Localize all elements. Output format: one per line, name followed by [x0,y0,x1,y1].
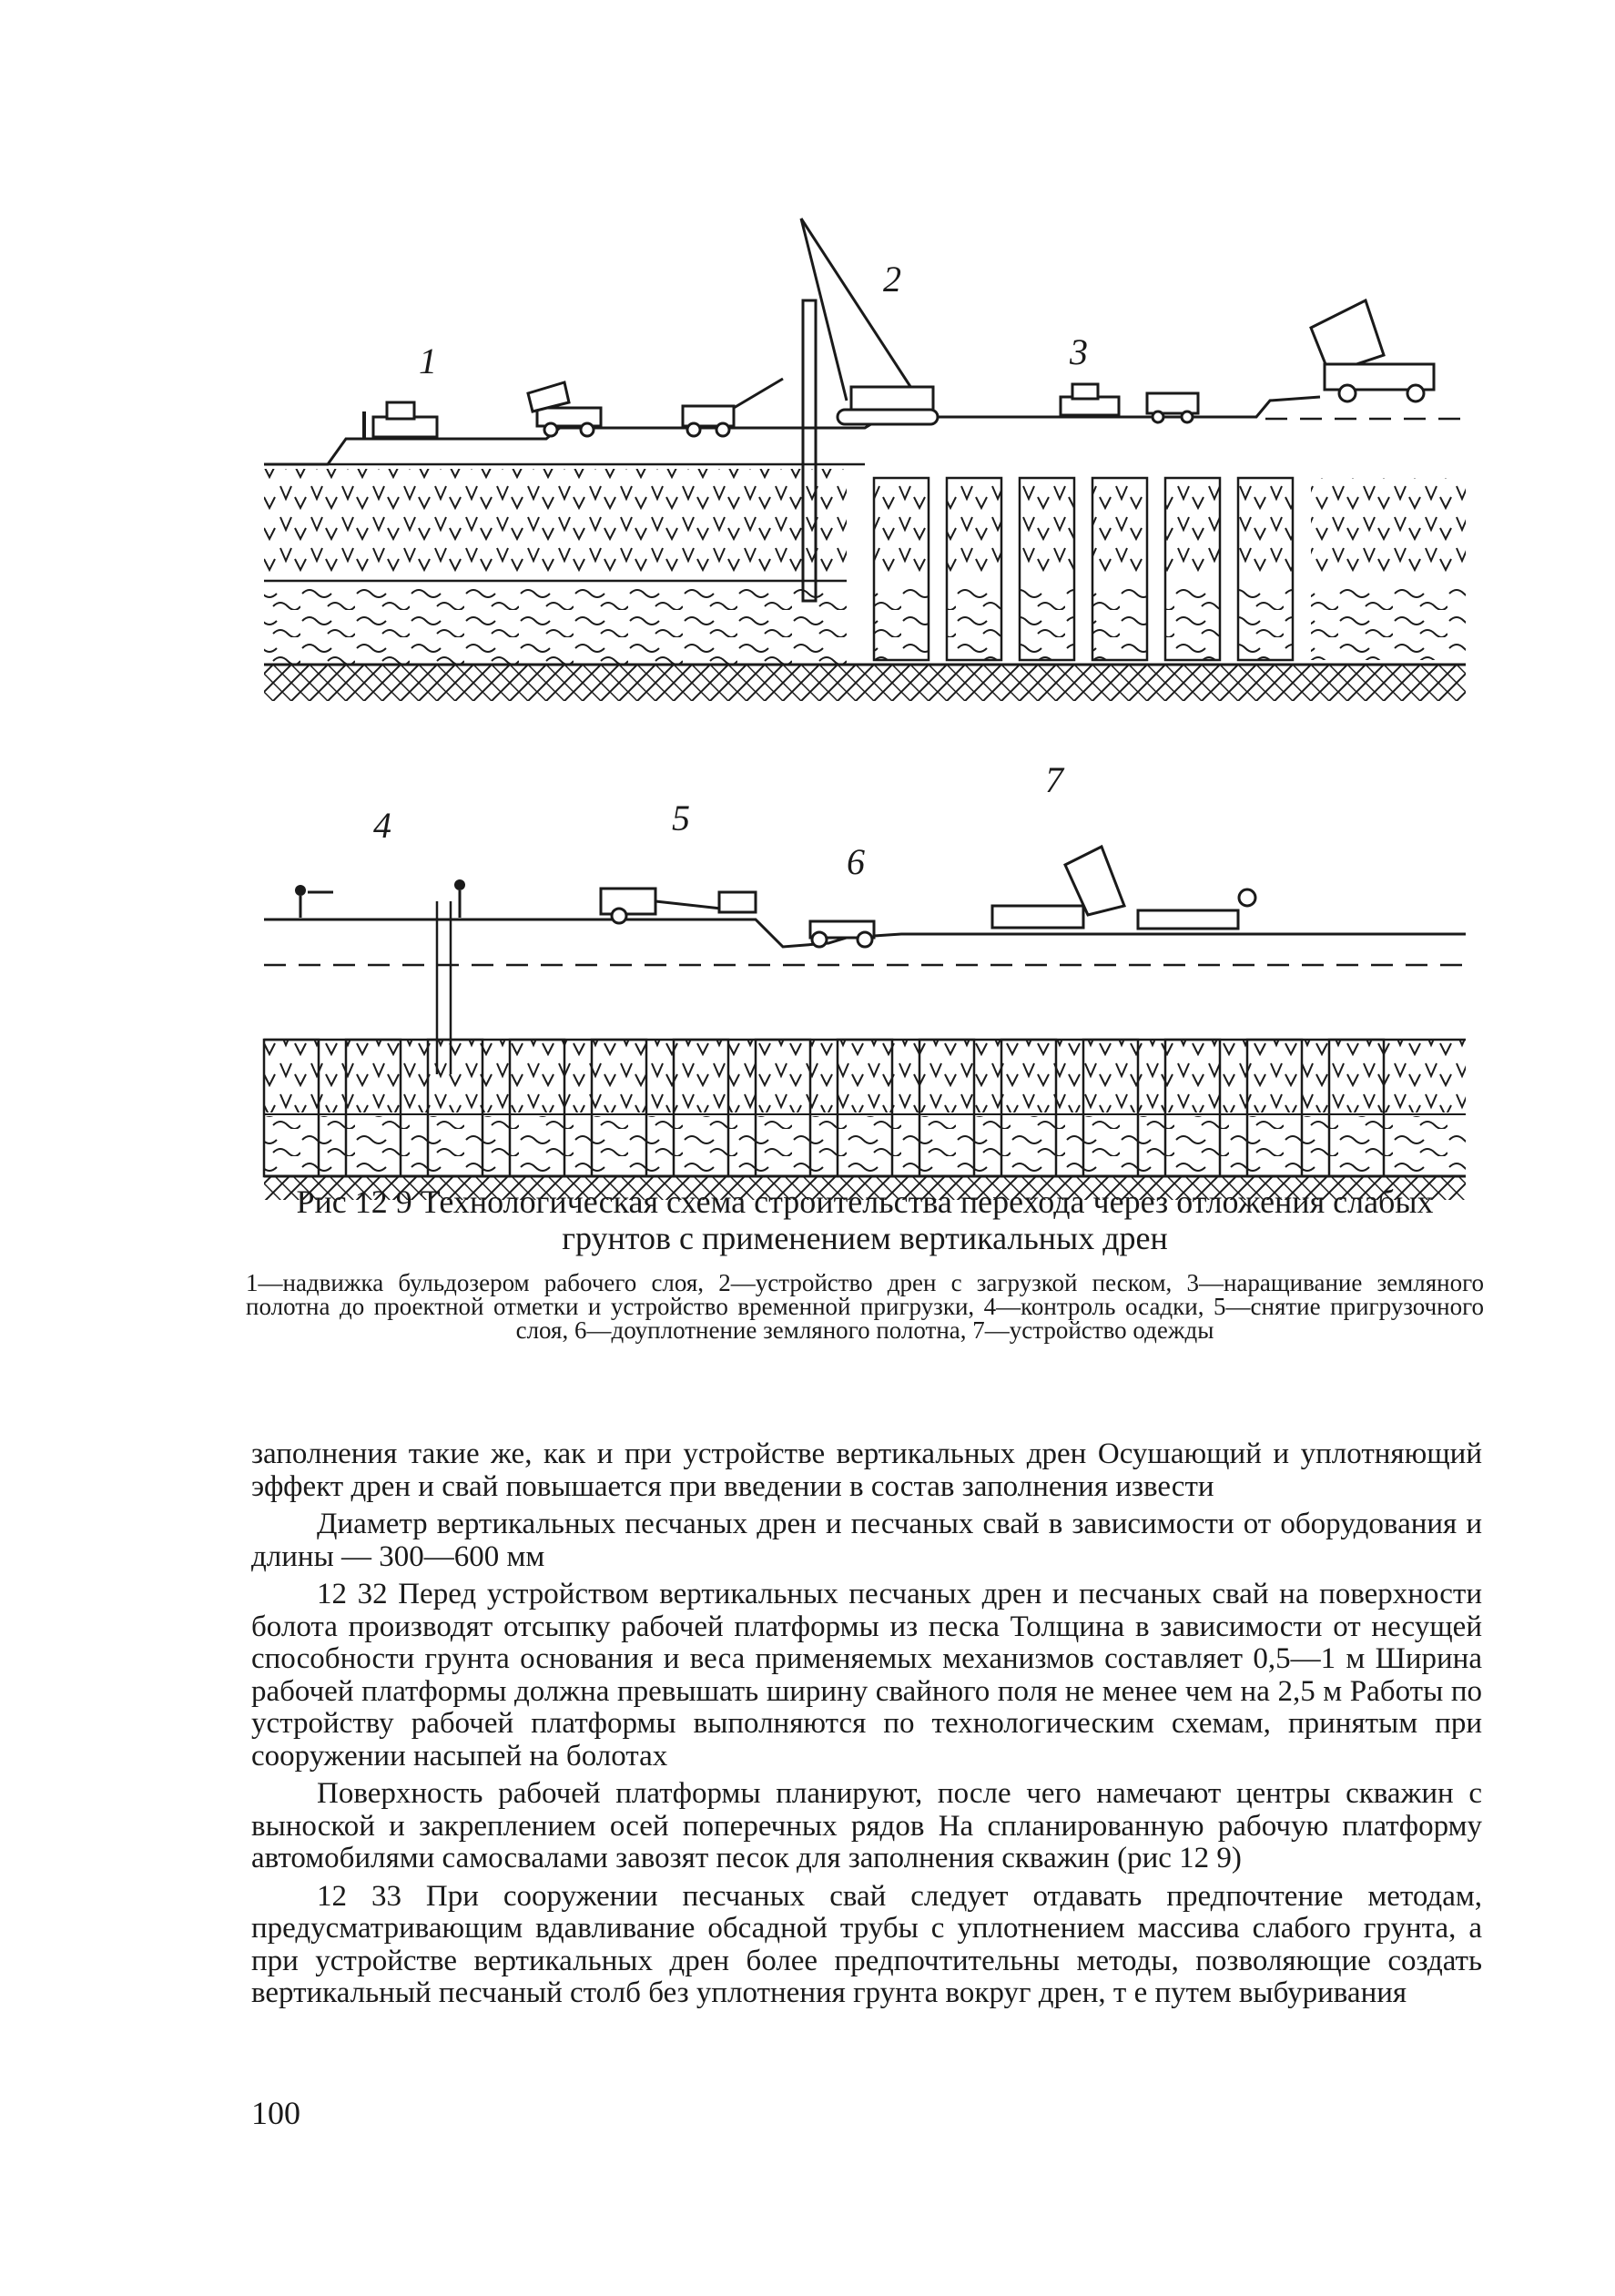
paragraph-2: Диаметр вертикальных песчаных дрен и песчаных свай в зависимости от оборудования и длины — 300—600 мм [251,1508,1482,1573]
figure-12-9 [246,200,1484,1202]
scheme-bottom [246,747,1484,1202]
paragraph-3: 12 32 Перед устройством вертикальных песчаных дрен и песчаных свай на поверхности болота производят отсыпку рабочей платформы из песка Толщина в зависимости от несущей способности грунта основания и веса применяемых механизмов составляет 0,5—1 м Ширина рабочей платформы должна превышать ширину свайного поля не менее чем на 2,5 м Работы по устройству рабочей платформы выполняются по технологическим схемам, принятым при сооружении насыпей на болотах [251,1578,1482,1773]
caption-title: Рис 12 9 Технологическая схема строительства перехода через отложения слабых грунтов с применением вертикальных дрен [296,1184,1434,1256]
bulldozer-icon [364,402,437,439]
scheme-bottom-drawing [246,747,1484,1202]
roller-icon [810,921,874,947]
tipper-truck-icon [1311,300,1434,401]
scheme-top [246,200,1484,710]
page-number: 100 [251,2095,300,2131]
paragraph-4: Поверхность рабочей платформы планируют, после чего намечают центры скважин с выноской и закреплением осей поперечных рядов На спланированную рабочую платформу автомобилями самосвалами завозят песок для заполнения скважин (рис 12 9) [251,1777,1482,1874]
scheme-top-drawing [246,200,1484,710]
paver-icon [992,847,1255,929]
paragraph-1: заполнения такие же, как и при устройстве вертикальных дрен Осушающий и уплотняющий эффект дрен и свай повышается при введении в состав заполнения извести [251,1438,1482,1503]
worker-icon [454,879,465,918]
label-2: 2 [883,259,901,300]
label-3: 3 [1070,331,1088,372]
label-7: 7 [1045,759,1063,800]
label-4: 4 [373,805,391,846]
figure-caption [246,1184,1484,1342]
surveyor-icon [295,885,333,918]
sand-drains [874,478,1466,660]
caption-legend: 1—надвижка бульдозером рабочего слоя, 2—устройство дрен с загрузкой песком, 3—наращивание земляного полотна до проектной отметки и устройство временной пригрузки, 4—контроль осадки, 5—снятие пригрузочного слоя, 6—доуплотнение земляного полотна, 7—устройство одежды [246,1269,1484,1344]
drill-rig-icon [801,218,938,424]
paragraph-5: 12 33 При сооружении песчаных свай следует отдавать предпочтение методам, предусматривающим вдавливание обсадной трубы с уплотнением массива слабого грунта, а при устройстве вертикальных дрен более предпочтительны методы, позволяющие создать вертикальный песчаный столб без уплотнения грунта вокруг дрен, т е путем выбуривания [251,1879,1482,2009]
label-6: 6 [847,841,865,882]
label-5: 5 [672,798,690,838]
grader-icon [601,889,756,923]
label-1: 1 [419,340,437,381]
sand-piles [264,1040,1466,1176]
body-text [251,1438,1482,2010]
